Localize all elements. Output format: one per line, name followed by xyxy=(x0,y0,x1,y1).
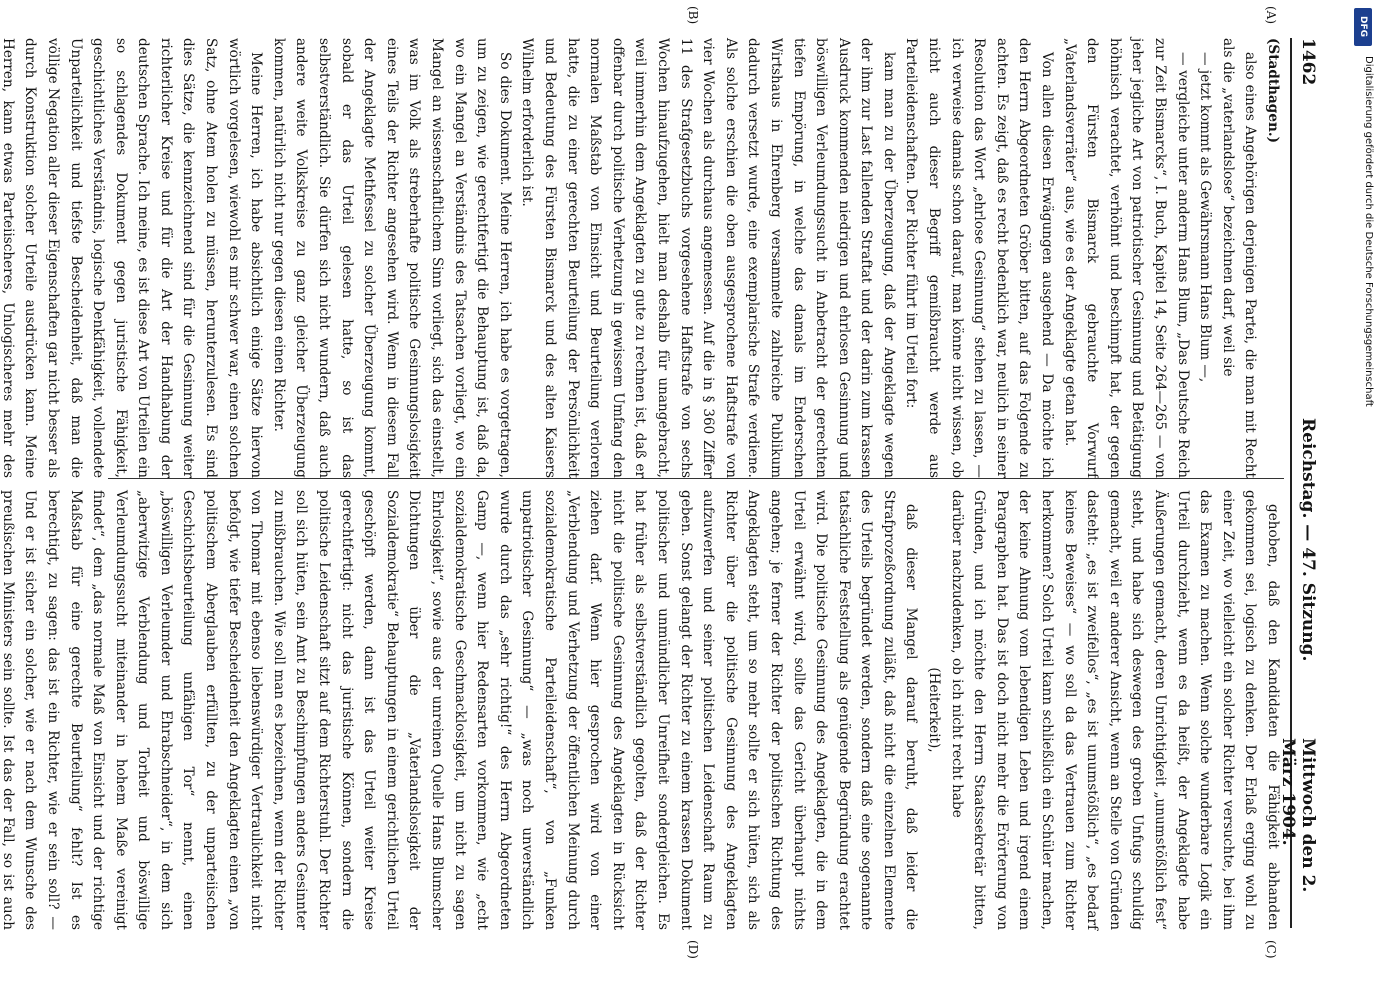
paragraph: — jetzt kommt als Gewährsmann Hans Blum —, xyxy=(1197,52,1214,383)
session-date: Mittwoch den 2. März 1904. xyxy=(1278,738,1318,893)
left-column xyxy=(0,38,1284,478)
session-title: Reichstag. — 47. Sitzung. xyxy=(1298,418,1318,662)
paragraph: gehoben, daß den Kandidaten die Fähigkeit abhanden gekommen sei, logisch zu denken. Der Erlaß erging wohl zu einer Zeit, wo vielleicht ein solcher Richter versuchte, bei ihm das Examen zu machen. Wenn solche wunderbare Logik ein Urteil durchzieht, wenn es da heißt, der Angeklagte habe Äußerungen gemacht, deren Unrichtigkeit „unumstößlich fest“ steht, und habe sich deswegen des groben Unfugs schuldig gemacht, weil er anderer Ansicht, wenn an Stelle von Gründen dasteht: „es ist zweifellos“, „es ist unumstößlich“, „es bedarf keines Beweises“ — wo soll da das Vertrauen zum Richter herkommen? Solch Urteil kann schließlich ein Schüler machen, der keine Ahnung vom lebendigen Leben und irgend einem Paragraphen hat. Das ist doch nicht mehr die Erörterung von Gründen, und ich möchte den Herrn Staatssekretär bitten, darüber nachzudenken, ob ich nicht recht habe xyxy=(948,490,1281,930)
page-number: 1462 xyxy=(1298,38,1318,86)
margin-mark-d: (D) xyxy=(686,940,700,959)
paragraph: kam man zu der Überzeugung, daß der Angeklagte wegen der ihm zur Last fallenden Straftat und der darin zum krassen Ausdruck kommenden niedrigen und ehrlosen Gesinnung und böswilligen Verleumdungssucht in Anbetracht der gerechten tiefen Empörung, in welche das damals im Enderschen Wirtshaus in Ehrenberg versammelte zahlreiche Publikum dadurch versetzt wurde, eine exemplarische Strafe verdiene. Als solche erschien die oben ausgesprochene Haftstrafe von vier Wochen als durchaus angemessen. Auf die in § 360 Ziffer 11 des Strafgesetzbuchs vorgesehene Haftstrafe von sechs Wochen hinaufzugehen, hielt man deshalb für unangebracht, weil immerhin dem Angeklagten zu gute zu rechnen ist, daß er offenbar durch politische Verhetzung in gewissem Umfang den normalen Maßstab von Einsicht und Beurteilung verloren hatte, die zu einer gerechten Beurteilung der Persönlichkeit und Bedeutung des Fürsten Bismarck und des alten Kaisers Wilhelm erforderlich ist. xyxy=(519,38,897,478)
speaker-label: (Stadthagen.) xyxy=(1265,38,1281,144)
interjection: (Heiterkeit), xyxy=(926,667,943,753)
paragraph: Meine Herren, ich habe absichtlich einige Sätze hiervon wörtlich vorgelesen, wiewohl es mir schwer war, einen solchen Satz, ohne Atem holen zu müssen, herunterzulesen. Es sind dies Sätze, die kennzeichnend sind für die Gesinnung weiter richterlicher Kreise und für die Art der Handhabung der deutschen Sprache. Ich meine, es ist diese Art von Urteilen ein so schlagendes Dokument gegen juristische Fähigkeit, geschichtliches Verständnis, logische Denkfähigkeit, vollendete Unparteilichkeit und tiefste Bescheidenheit, daß man die völlige Negation aller dieser Eigenschaften gar nicht besser als durch Konstruktion solcher Urteile ausdrücken kann. Meine Herren, kann etwas Parteiischeres, Unlogischeres mehr des xyxy=(0,38,265,478)
column-divider xyxy=(108,478,1284,479)
paragraph: also eines Angehörigen derjenigen Partei, die man mit Recht als die „vaterlandslose“ bezeichnen darf, weil sie xyxy=(1219,38,1259,478)
margin-mark-c: (C) xyxy=(1264,940,1278,959)
margin-mark-b: (B) xyxy=(686,6,700,25)
paragraph: — vergleiche unter anderm Hans Blum, „Das Deutsche Reich zur Zeit Bismarcks“, I. Buch, Kapitel 14, Seite 264—265 — von jeher jegliche Art von patriotischer Gesinnung und Betätigung höhnisch verachtet, verhöhnt und beschimpft hat, der gegen den Fürsten Bismarck gebrauchte Vorwurf „Vaterlandsverräter“ aus, wie es der Angeklagte getan hat. xyxy=(1061,38,1191,478)
right-column xyxy=(0,490,1284,930)
paragraph: So dies Dokument. Meine Herren, ich habe es vorgetragen, um zu zeigen, wie gerechtfertigt die Behauptung ist, daß da, wo ein Mangel an Verständnis des Tatsachen vorliegt, wo ein Mangel an wissenschaftlichem Sinn vorliegt, sich das einstellt, was im Volk als streberhafte politische Gesinnungslosigkeit eines Teils der Richter angesehen wird. Wenn in diesem Fall der Angeklagte Methfessel zu solcher Überzeugung kommt, sobald er das Urteil gelesen hatte, so ist das selbstverständlich. Sie dürfen sich nicht wundern, daß auch andere weite Volkskreise zu ganz gleicher Überzeugung kommen, natürlich nicht nur gegen diesen einen Richter. xyxy=(270,38,513,478)
funding-credit: Digitalisierung gefördert durch die Deutsche Forschungsgemeinschaft xyxy=(1363,56,1374,407)
page-header xyxy=(1278,38,1322,928)
dfg-logo: DFG xyxy=(1354,8,1372,46)
paragraph: Von allen diesen Erwägungen ausgehend — Da möchte ich den Herrn Abgeordneten Gröber bitten, auf das Folgende zu achten. Es zeigt, daß es recht bedenklich war, neulich in seiner Resolution das Wort „ehrlose Gesinnung“ stehen zu lassen, — ich verweise damals schon darauf, man könne nicht wissen, ob nicht auch dieser Begriff gemißbraucht werde aus Parteileidenschaften. Der Richter führt im Urteil fort: xyxy=(903,38,1056,478)
margin-mark-a: (A) xyxy=(1264,6,1278,25)
paragraph: daß dieser Mangel darauf beruht, daß leider die Strafprozeßordnung zuläßt, daß nicht die einzelnen Elemente des Urteils begründet werden, sondern daß eine sogenannte tatsächliche Feststellung als genügende Begründung erachtet wird. Die politische Gesinnung des Angeklagten, die in dem Urteil erwähnt wird, sollte das Gericht überhaupt nichts angehen; je ferner der Richter der politischen Richtung des Angeklagten steht, um so mehr sollte er sich hüten, sich als Richter über die politische Gesinnung des Angeklagten aufzuwerfen und seiner politischen Leidenschaft Raum zu geben. Sonst gelangt der Richter zu einem krassen Dokument politischer und unmündlicher Unreifheit sondergleichen. Es hat früher als selbstverständlich gegolten, daß der Richter nicht die politische Gesinnung des Angeklagten in Rücksicht ziehen darf. Wenn hier gesprochen wird von einer „Verblendung und Verhetzung der öffentlichen Meinung durch sozialdemokratische Parteileidenschaft“, von „Funken unpatriotischer Gesinnung“ — „was noch unverständlich wurde durch das „sehr richtig!“ des Herrn Abgeordneten Gamp —, wenn hier Redensarten vorkommen, wie „echt sozialdemokratische Geschmacklosigkeit, um nicht zu sagen Ehrlosigkeit“, sowie aus der unreinen Quelle Hans Blumscher Dichtungen über die „Vaterlandslosigkeit der Sozialdemokratie“ Behauptungen in einem gerichtlichen Urteil geschöpft werden, dann ist das Urteil weiter Kreise gerechtfertigt: nicht das juristische Können, sondern die politische Leidenschaft sitzt auf dem Richterstuhl. Der Richter soll sich hüten, sein Amt zu Beschimpfungen anders Gesinnter zu mißbrauchen. Wie soll man es bezeichnen, wenn der Richter von Thomar mit ebenso liebenswürdiger Vertraulichkeit nicht befolgt, wie tiefer Bescheidenheit den Angeklagten einen „von politischem Aberglauben erfüllten, zu der unparteiischen Geschichtsbeurteilung unfähigen Tor“ nennt, einen „böswilligen Verleumder und Ehrabschneider“, in dem sich „aberwitzige Verblendung und Torheit und böswillige Verleumdungssucht miteinander in hohem Maße vereinigt findet“, dem „das normale Maß von Einsicht und der richtige Maßstab für eine gerechte Beurteilung“ fehlt? Ist es berechtigt, zu sagen: das ist ein Richter, wie er sein soll? — Und er ist sicher ein solcher, wie er nach dem Wunsche des preußischen Ministers sein sollte. Ist das der Fall, so ist auch xyxy=(0,490,920,930)
